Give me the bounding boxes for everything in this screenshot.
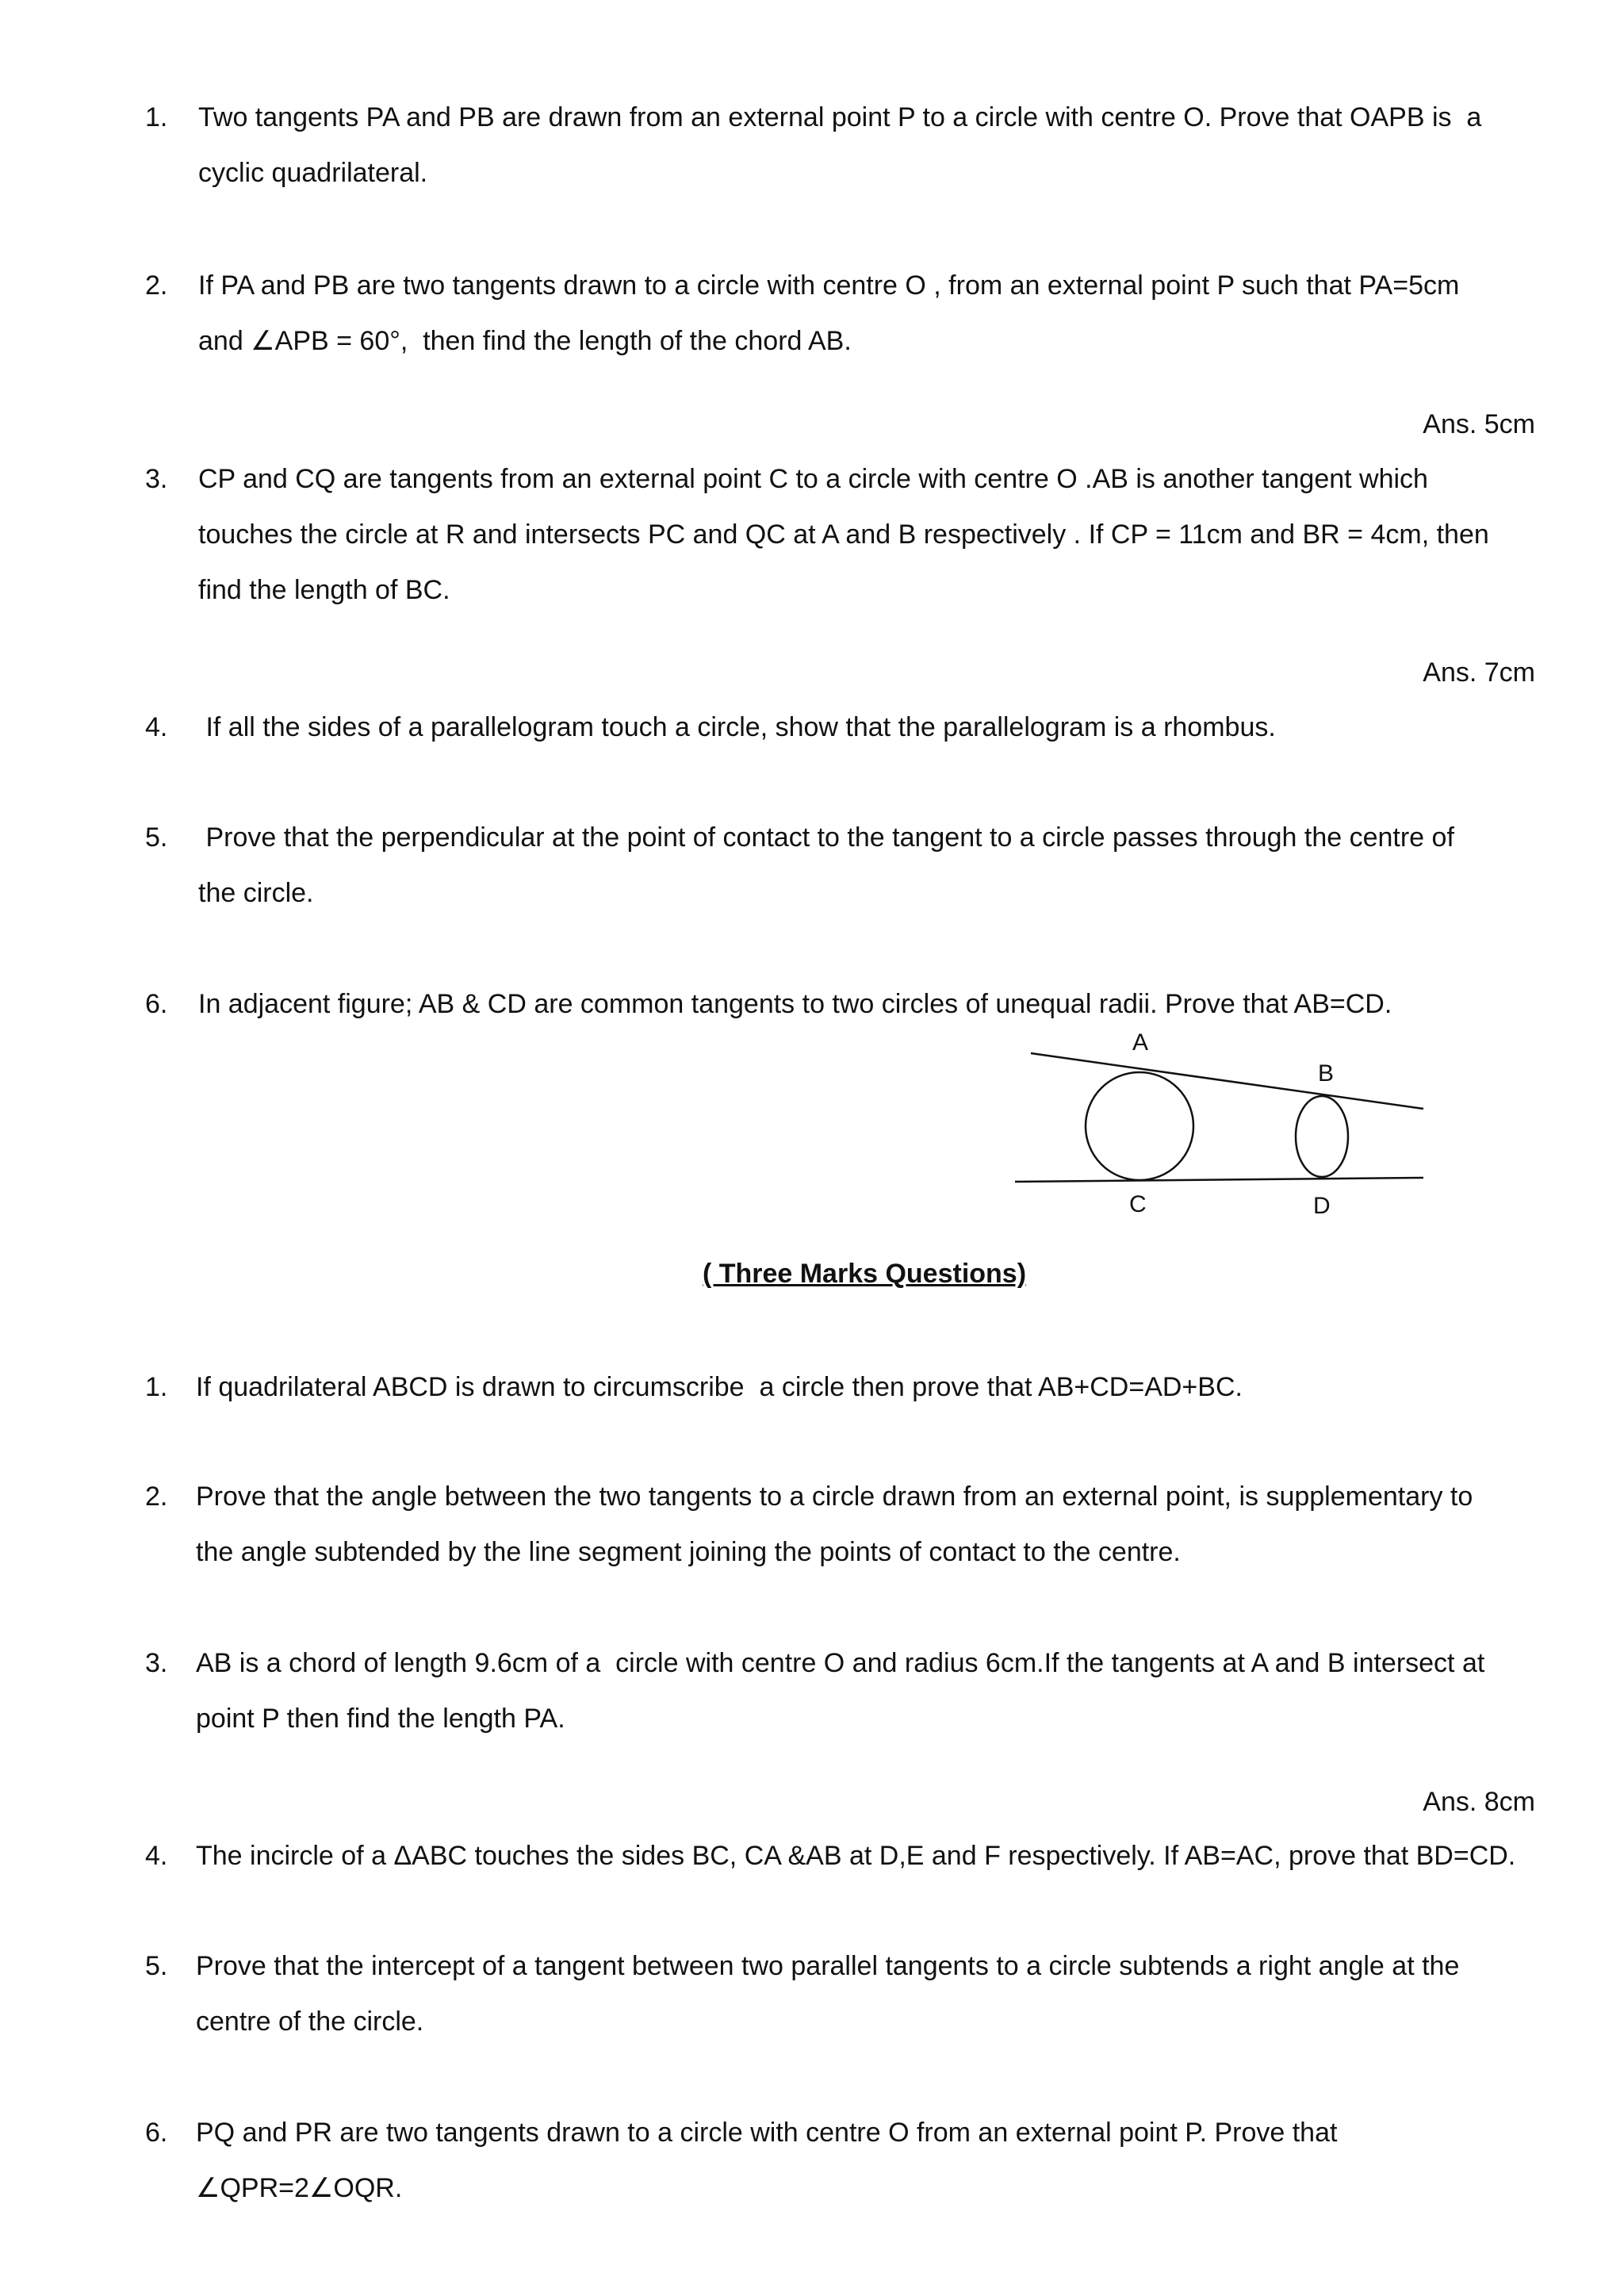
point-label-d: D (1313, 1193, 1331, 1219)
point-label-a: A (1132, 1029, 1149, 1056)
question-number: 6. (145, 2118, 168, 2148)
tangent-line-cd (1015, 1178, 1423, 1182)
question-text-line: cyclic quadrilateral. (198, 158, 428, 188)
question-text-line: Prove that the angle between the two tangents to a circle drawn from an external point, is supplementary to (196, 1481, 1473, 1512)
question-number: 5. (145, 1951, 168, 1981)
question-number: 4. (145, 1841, 168, 1871)
question-text-line: ∠QPR=2∠OQR. (196, 2173, 403, 2203)
question-text-line: point P then find the length PA. (196, 1704, 565, 1734)
question-text-line: AB is a chord of length 9.6cm of a circle with centre O and radius 6cm.If the tangents at A and B intersect at (196, 1648, 1485, 1678)
question-number: 3. (145, 464, 168, 494)
question-text-line: Two tangents PA and PB are drawn from an external point P to a circle with centre O. Prove that OAPB is a (198, 102, 1482, 132)
answer-label: Ans. 7cm (1423, 657, 1535, 688)
point-label-b: B (1318, 1060, 1335, 1087)
question-number: 2. (145, 270, 168, 301)
question-number: 5. (145, 822, 168, 853)
question-number: 6. (145, 989, 168, 1019)
question-number: 2. (145, 1481, 168, 1512)
section-heading: ( Three Marks Questions) (702, 1259, 1027, 1289)
question-number: 1. (145, 1372, 168, 1402)
common-tangents-figure (1007, 1023, 1435, 1229)
question-text-line: If quadrilateral ABCD is drawn to circumscribe a circle then prove that AB+CD=AD+BC. (196, 1372, 1243, 1402)
question-text-line: PQ and PR are two tangents drawn to a circle with centre O from an external point P. Prove that (196, 2118, 1338, 2148)
question-text-line: Prove that the perpendicular at the point of contact to the tangent to a circle passes through the centre of (198, 822, 1454, 853)
question-text-line: centre of the circle. (196, 2007, 424, 2037)
question-text-line: and ∠APB = 60°, then find the length of the chord AB. (198, 326, 852, 356)
question-text-line: the circle. (198, 878, 314, 908)
question-text-line: Prove that the intercept of a tangent between two parallel tangents to a circle subtends a right angle at the (196, 1951, 1460, 1981)
large-circle (1086, 1072, 1193, 1180)
question-number: 3. (145, 1648, 168, 1678)
point-label-c: C (1129, 1191, 1147, 1217)
small-circle (1296, 1096, 1348, 1177)
answer-label: Ans. 8cm (1423, 1787, 1535, 1817)
question-text-line: The incircle of a ΔABC touches the sides BC, CA &AB at D,E and F respectively. If AB=AC, prove that BD=CD. (196, 1841, 1516, 1871)
question-text-line: If PA and PB are two tangents drawn to a circle with centre O , from an external point P such that PA=5cm (198, 270, 1460, 301)
question-number: 1. (145, 102, 168, 132)
question-text-line: If all the sides of a parallelogram touch a circle, show that the parallelogram is a rhombus. (198, 712, 1276, 742)
tangent-line-ab (1031, 1053, 1423, 1109)
question-text-line: CP and CQ are tangents from an external point C to a circle with centre O .AB is another tangent which (198, 464, 1428, 494)
question-text-line: find the length of BC. (198, 575, 450, 605)
question-number: 4. (145, 712, 168, 742)
question-text-line: touches the circle at R and intersects PC and QC at A and B respectively . If CP = 11cm and BR = 4cm, then (198, 519, 1489, 550)
answer-label: Ans. 5cm (1423, 409, 1535, 439)
question-text-line: the angle subtended by the line segment joining the points of contact to the centre. (196, 1537, 1181, 1567)
question-text-line: In adjacent figure; AB & CD are common tangents to two circles of unequal radii. Prove that AB=CD. (198, 989, 1392, 1019)
